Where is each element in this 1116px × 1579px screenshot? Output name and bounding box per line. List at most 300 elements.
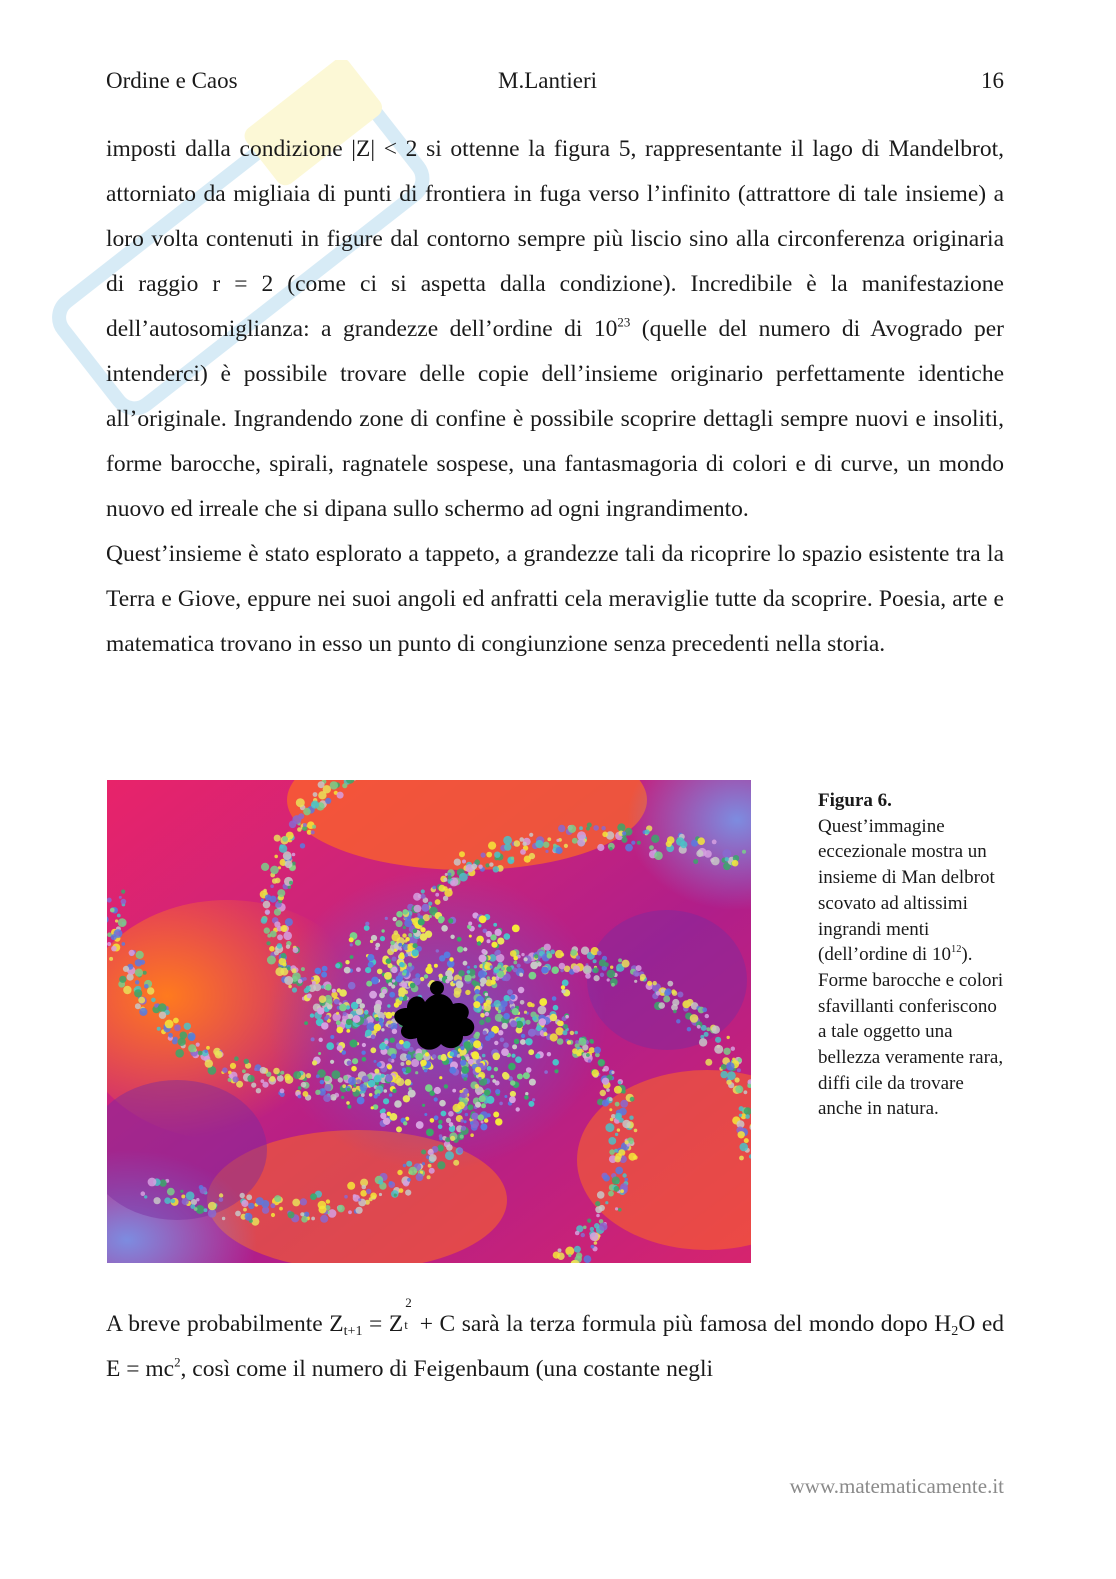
fractal-dot (366, 1189, 371, 1194)
fractal-dot (492, 976, 496, 980)
fractal-dot (487, 1066, 492, 1071)
fractal-dot (109, 957, 113, 961)
fractal-dot (353, 1084, 356, 1087)
fractal-dot (471, 1113, 478, 1120)
fractal-dot (243, 1208, 247, 1212)
fractal-dot (233, 1076, 239, 1082)
fractal-dot (720, 1071, 727, 1078)
fractal-dot (371, 977, 379, 985)
fractal-dot (256, 1197, 264, 1205)
fractal-dot (277, 889, 285, 897)
fractal-dot (605, 1201, 608, 1204)
fractal-dot (344, 1195, 348, 1199)
fractal-dot (428, 902, 432, 906)
fractal-dot (517, 964, 521, 968)
fractal-dot (699, 1038, 707, 1046)
fractal-dot (551, 966, 559, 974)
fractal-dot (539, 1018, 547, 1026)
fractal-dot (693, 859, 698, 864)
fractal-dot (332, 989, 336, 993)
fractal-dot (602, 1099, 609, 1106)
fractal-dot (398, 943, 402, 947)
fractal-dot (448, 1111, 454, 1117)
fractal-dot (696, 850, 703, 857)
fractal-dot (625, 1140, 629, 1144)
fractal-dot (597, 844, 604, 851)
fractal-dot (547, 1052, 551, 1056)
fractal-dot (559, 963, 566, 970)
fractal-dot (374, 1004, 381, 1011)
fractal-dot (320, 1080, 325, 1085)
fractal-dot (386, 1046, 390, 1050)
fractal-dot (379, 1193, 382, 1196)
fractal-dot (597, 1191, 605, 1199)
fractal-dot (609, 1149, 615, 1155)
fractal-dot (634, 1129, 638, 1133)
fractal-dot (501, 967, 505, 971)
fractal-dot (564, 844, 568, 848)
fractal-dot (490, 965, 493, 968)
fractal-dot (512, 1044, 517, 1049)
fractal-dot (392, 979, 395, 982)
fractal-dot (385, 917, 388, 920)
fractal-dot (392, 1089, 396, 1093)
fractal-dot (532, 1098, 535, 1101)
fractal-dot (300, 1198, 307, 1205)
fractal-dot (387, 1064, 392, 1069)
fractal-dot (510, 1080, 515, 1085)
fractal-dot (534, 954, 538, 958)
fractal-dot (477, 1092, 480, 1095)
fractal-dot (334, 999, 340, 1005)
fractal-dot (672, 991, 677, 996)
fractal-dot (115, 919, 118, 922)
fractal-dot (406, 1060, 411, 1065)
fractal-dot (493, 923, 497, 927)
fractal-dot (388, 1024, 391, 1027)
fractal-dot (568, 825, 576, 833)
fractal-dot (572, 838, 578, 844)
fractal-dot (633, 971, 639, 977)
fractal-dot (337, 1205, 345, 1213)
fractal-dot (554, 1069, 558, 1073)
fractal-dot (364, 1010, 368, 1014)
fractal-dot (336, 1027, 343, 1034)
fractal-dot (570, 1031, 574, 1035)
fractal-dot (491, 942, 497, 948)
fractal-dot (421, 894, 426, 899)
fractal-dot (324, 1076, 330, 1082)
fractal-dot (330, 1035, 334, 1039)
fractal-dot (400, 1062, 404, 1066)
figure-title: Figura 6. (818, 790, 892, 811)
fractal-dot (608, 1137, 616, 1145)
fractal-dot (355, 940, 361, 946)
fractal-dot (538, 1006, 547, 1015)
fractal-dot (620, 1189, 624, 1193)
fractal-dot (403, 1041, 411, 1049)
fractal-dot (568, 1254, 571, 1257)
fractal-dot (593, 825, 599, 831)
fractal-dot (481, 1121, 484, 1124)
fractal-dot (601, 826, 605, 830)
fractal-dot (513, 968, 518, 973)
fractal-dot (403, 926, 406, 929)
fractal-dot (712, 840, 717, 845)
fractal-dot (293, 1071, 301, 1079)
fractal-dot (118, 918, 127, 927)
fractal-dot (529, 853, 535, 859)
fractal-dot (615, 1167, 623, 1175)
fractal-dot (241, 1200, 248, 1207)
fractal-dot (271, 1213, 275, 1217)
fractal-dot (459, 873, 468, 882)
fractal-dot (485, 1012, 489, 1016)
fractal-dot (421, 1150, 426, 1155)
fractal-dot (438, 1120, 442, 1124)
fractal-dot (399, 997, 403, 1001)
fractal-dot (306, 986, 311, 991)
fractal-dot (173, 1018, 179, 1024)
fractal-dot (396, 911, 402, 917)
fractal-dot (460, 1135, 464, 1139)
fractal-dot (107, 932, 112, 937)
fractal-dot (521, 1017, 525, 1021)
fractal-dot (738, 1131, 745, 1138)
fractal-dot (270, 1203, 275, 1208)
fractal-dot (343, 1075, 348, 1080)
paragraph-1: imposti dalla condizione |Z| < 2 si ottenne la figura 5, rappresentante il lago di Mandelbrot, attorniato da migliaia di punti di frontiera in fuga verso l’infinito (attrattore di tale insieme) a loro volta contenuti in figure dal contorno sempre più liscio sino alla circonferenza originaria di raggio r = 2 (come ci si aspetta dalla condizione). Incredibile è la manifestazione dell’autosomiglianza: a grandezze dell’ordine di $10^{23}$ (quelle del numero di Avogrado per intenderci) è possibile trovare delle copie dell’insieme originario perfettamente identiche all’originale. Ingrandendo zone di confine è possibile scoprire dettagli sempre nuovi e insoliti, forme barocche, spirali, ragnatele sospese, una fantasmagoria di colori e di curve, un mondo nuovo ed irreale che si dipana sullo schermo ad ogni ingrandimento. (106, 136, 1004, 522)
fractal-dot (444, 952, 451, 959)
fractal-dot (536, 1025, 542, 1031)
fractal-dot (129, 950, 135, 956)
fractal-dot (181, 1195, 185, 1199)
fractal-dot (321, 972, 327, 978)
fractal-dot (365, 967, 371, 973)
fractal-dot (622, 960, 630, 968)
fractal-dot (570, 949, 577, 956)
fractal-dot (206, 1046, 210, 1050)
fractal-dot (353, 1194, 357, 1198)
fractal-dot (122, 942, 126, 946)
fractal-dot (581, 1233, 585, 1237)
fractal-dot (344, 967, 351, 974)
fractal-dot (714, 1045, 723, 1054)
fractal-dot (275, 967, 284, 976)
fractal-dot (135, 980, 139, 984)
fractal-dot (667, 981, 673, 987)
fractal-dot (279, 845, 287, 853)
header-author: M.Lantieri (498, 68, 597, 93)
fractal-dot (464, 1041, 471, 1048)
fractal-dot (558, 1248, 562, 1252)
fractal-dot (234, 1056, 239, 1061)
fractal-dot (479, 955, 487, 963)
fractal-dot (593, 959, 597, 963)
fractal-dot (310, 1013, 314, 1017)
fractal-dot (264, 927, 270, 933)
fractal-dot (622, 1120, 630, 1128)
fractal-dot (293, 947, 299, 953)
fractal-dot (583, 1226, 587, 1230)
fractal-dot (285, 918, 293, 926)
fractal-dot (504, 995, 510, 1001)
fractal-dot (479, 1095, 486, 1102)
fractal-dot (735, 1077, 740, 1082)
fractal-dot (620, 1100, 628, 1108)
fractal-dot (478, 1114, 484, 1120)
fractal-dot (323, 1094, 331, 1102)
fractal-dot (512, 925, 520, 933)
fractal-dot (525, 1092, 528, 1095)
fractal-dot (388, 1058, 392, 1062)
fractal-dot (352, 1058, 358, 1064)
fractal-dot (297, 827, 302, 832)
fractal-dot (356, 998, 362, 1004)
fractal-dot (390, 1038, 395, 1043)
fractal-dot (336, 1012, 339, 1015)
fractal-dot (543, 842, 549, 848)
fractal-dot (529, 1079, 536, 1086)
fractal-dot (394, 1194, 397, 1197)
fractal-dot (385, 1012, 392, 1019)
fractal-dot (269, 946, 275, 952)
fractal-dot (301, 1082, 307, 1088)
fractal-dot (405, 937, 409, 941)
fractal-dot (135, 1003, 141, 1009)
fractal-dot (471, 864, 477, 870)
fractal-dot (356, 1207, 363, 1214)
fractal-dot (379, 992, 385, 998)
fractal-dot (738, 1058, 742, 1062)
fractal-dot (432, 1054, 437, 1059)
fractal-dot (375, 943, 380, 948)
fractal-dot (188, 1044, 196, 1052)
fractal-dot (615, 1133, 618, 1136)
fractal-dot (462, 860, 466, 864)
fractal-dot (605, 1123, 614, 1132)
fractal-dot (174, 1024, 181, 1031)
fractal-dot (578, 1038, 586, 1046)
fractal-dot (572, 1048, 578, 1054)
fractal-dot (399, 962, 404, 967)
fractal-dot (388, 982, 392, 986)
fractal-dot (625, 844, 633, 852)
fractal-dot (510, 1020, 517, 1027)
fractal-dot (529, 833, 533, 837)
fractal-dot (640, 974, 646, 980)
fractal-dot (379, 1018, 384, 1023)
fractal-dot (521, 953, 524, 956)
fractal-dot (339, 1004, 347, 1012)
footer-url: www.matematicamente.it (789, 1474, 1004, 1498)
paragraph-3: A breve probabilmente $Z_{t+1} = Z$ 2 t + C sarà la terza formula più famosa del mondo dopo $H_2O$ ed $E = mc^2$, così come il numero di Feigenbaum (una costante negli (106, 1294, 1005, 1382)
fractal-dot (745, 1114, 750, 1119)
fractal-dot (219, 1193, 223, 1197)
fractal-dot (311, 977, 314, 980)
fractal-dot (557, 1038, 564, 1045)
fractal-dot (408, 963, 412, 967)
fractal-dot (522, 842, 526, 846)
fractal-dot (615, 1156, 621, 1162)
fractal-dot (408, 933, 412, 937)
fractal-dot (617, 823, 625, 831)
fractal-dot (107, 942, 111, 946)
fractal-dot (561, 985, 565, 989)
fractal-dot (416, 1121, 424, 1129)
fractal-dot (374, 1060, 377, 1063)
fractal-dot (468, 1104, 474, 1110)
fractal-dot (622, 831, 626, 835)
fractal-dot (421, 889, 425, 893)
header-title: Ordine e Caos (106, 68, 238, 93)
fractal-dot (520, 849, 526, 855)
fractal-dot (435, 893, 439, 897)
fractal-dot (527, 1002, 532, 1007)
fractal-dot (164, 1197, 171, 1204)
fractal-dot (409, 1167, 418, 1176)
fractal-dot (350, 943, 353, 946)
fractal-dot (260, 1067, 267, 1074)
fractal-dot (417, 913, 420, 916)
fractal-dot (502, 1023, 508, 1029)
fractal-dot (381, 1028, 384, 1031)
fractal-dot (369, 1093, 373, 1097)
fractal-dot (420, 927, 425, 932)
fractal-dot (377, 969, 383, 975)
fractal-dot (319, 1206, 327, 1214)
fractal-dot (654, 851, 663, 860)
fractal-dot (168, 1033, 173, 1038)
fractal-dot (509, 1096, 516, 1103)
fractal-dot (357, 1097, 365, 1105)
fractal-dot (453, 1160, 459, 1166)
fractal-dot (663, 996, 670, 1003)
fractal-dot (441, 1054, 447, 1060)
fractal-dot (315, 1090, 320, 1095)
fractal-dot (609, 847, 613, 851)
fractal-dot (279, 1207, 283, 1211)
fractal-dot (528, 1049, 534, 1055)
fractal-dot (615, 1113, 622, 1120)
fractal-dot (121, 890, 125, 894)
fractal-dot (304, 1021, 308, 1025)
fractal-dot (480, 1013, 485, 1018)
fractal-dot (524, 957, 528, 961)
fractal-dot (475, 989, 480, 994)
fractal-dot (222, 1217, 225, 1220)
fractal-dot (524, 1011, 527, 1014)
fractal-dot (292, 968, 297, 973)
fractal-dot (148, 1178, 157, 1187)
fractal-dot (457, 1148, 463, 1154)
fractal-dot (630, 1097, 635, 1102)
fractal-dot (154, 1197, 161, 1204)
fractal-dot (405, 1190, 411, 1196)
fractal-dot (375, 1017, 379, 1021)
fractal-dot (504, 933, 511, 940)
fractal-dot (503, 1073, 510, 1080)
fractal-dot (298, 979, 303, 984)
fractal-dot (247, 1075, 254, 1082)
fractal-dot (390, 941, 395, 946)
fractal-dot (616, 968, 619, 971)
fractal-dot (389, 1093, 392, 1096)
fractal-dot (301, 967, 305, 971)
fractal-dot (614, 1086, 622, 1094)
fractal-dot (450, 1052, 455, 1057)
formula-superscript-subscript: 2 t (404, 1294, 412, 1332)
fractal-dot (636, 965, 642, 971)
fractal-dot (261, 899, 264, 902)
fractal-dot (526, 1020, 531, 1025)
page-header (106, 68, 1004, 100)
fractal-dot (326, 1199, 330, 1203)
fractal-dot (593, 967, 599, 973)
fractal-dot (438, 974, 442, 978)
fractal-dot (175, 1049, 184, 1058)
fractal-dot (326, 1015, 330, 1019)
fractal-dot (111, 946, 117, 952)
fractal-dot (454, 987, 462, 995)
fractal-dot (325, 984, 331, 990)
fractal-dot (274, 921, 280, 927)
fractal-dot (365, 922, 369, 926)
fractal-dot (265, 909, 270, 914)
fractal-dot (310, 1193, 317, 1200)
fractal-dot (618, 1081, 621, 1084)
fractal-dot (687, 1027, 691, 1031)
fractal-dot (434, 1087, 441, 1094)
fractal-dot (460, 1119, 464, 1123)
fractal-dot (615, 1207, 618, 1210)
fractal-dot (343, 1012, 347, 1016)
fractal-dot (732, 1058, 735, 1061)
fractal-dot (415, 1053, 423, 1061)
fractal-dot (313, 792, 318, 797)
fractal-dot (360, 1190, 367, 1197)
fractal-dot (705, 1014, 709, 1018)
fractal-dot (370, 1047, 376, 1053)
fractal-dot (503, 1013, 510, 1020)
fractal-dot (567, 1040, 571, 1044)
fractal-dot (594, 1047, 601, 1054)
fractal-dot (594, 1241, 598, 1245)
fractal-dot (399, 1040, 404, 1045)
fractal-dot (484, 1118, 488, 1122)
fractal-dot (289, 881, 293, 885)
fractal-dot (362, 1057, 367, 1062)
fractal-dot (368, 1080, 375, 1087)
fractal-dot (510, 995, 515, 1000)
fractal-dot (599, 1223, 607, 1231)
fractal-dot (727, 1036, 730, 1039)
fractal-dot (508, 1063, 516, 1071)
fractal-dot (453, 1104, 461, 1112)
fractal-dot (478, 1077, 481, 1080)
fractal-dot (387, 1112, 391, 1116)
fractal-dot (387, 1004, 390, 1007)
fractal-dot (552, 1059, 559, 1066)
fractal-dot (618, 1208, 622, 1212)
fractal-dot (403, 1164, 406, 1167)
fractal-dot (732, 860, 739, 867)
fractal-dot (414, 905, 422, 913)
fractal-dot (266, 941, 270, 945)
fractal-dot (404, 953, 408, 957)
fractal-dot (706, 1027, 710, 1031)
fractal-dot (270, 931, 277, 938)
